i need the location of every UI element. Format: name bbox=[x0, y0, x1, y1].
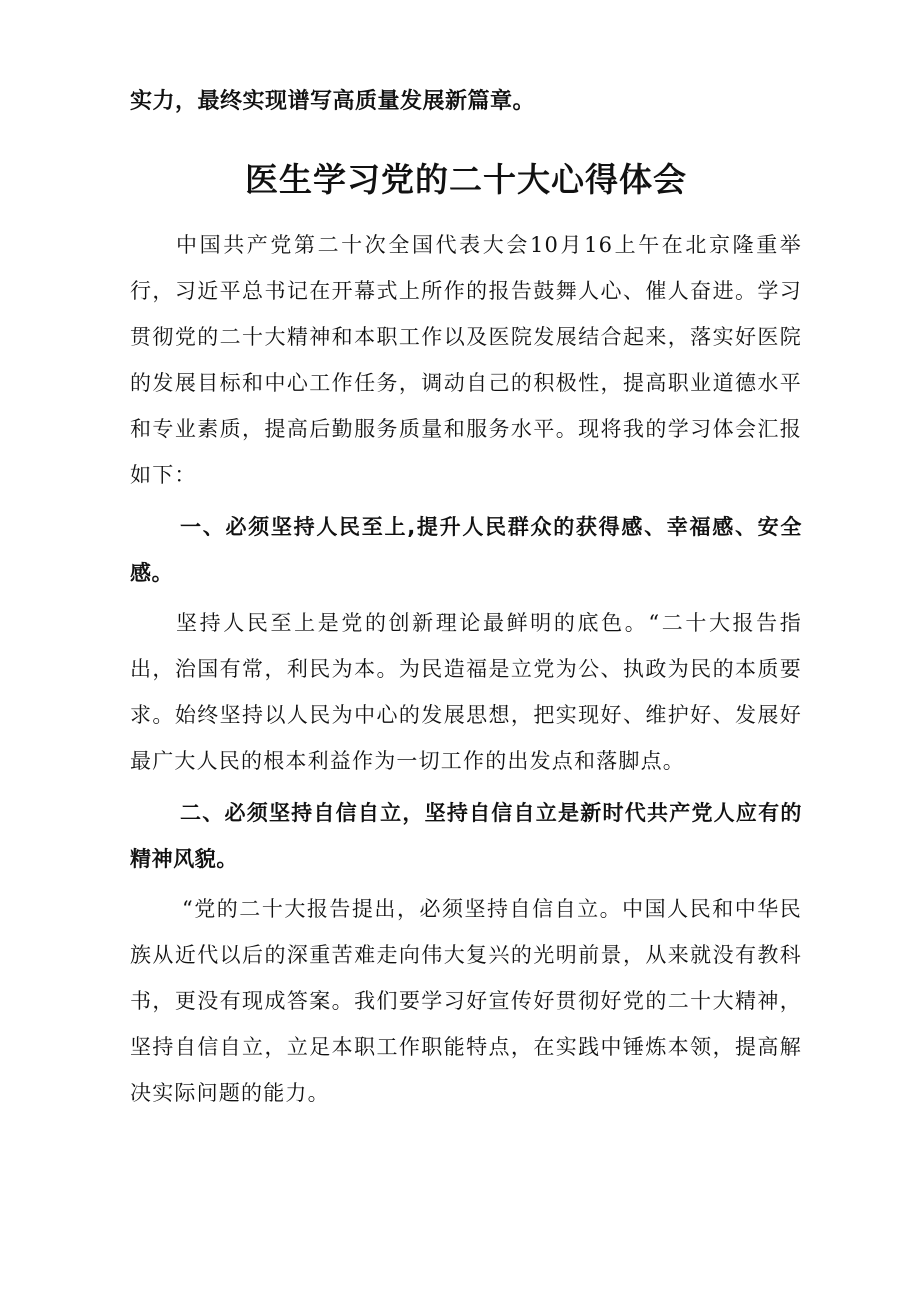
page-title: 医生学习党的二十大心得体会 bbox=[245, 160, 687, 199]
section-1-paragraph: 坚持人民至上是党的创新理论最鲜明的底色。“二十大报告指出，治国有常，利民为本。为民造福是立党为公、执政为民的本质要求。始终坚持以人民为中心的发展思想，把实现好、维护好、发展好最广大人民的根本利益作为一切工作的出发点和落脚点。 bbox=[130, 611, 802, 773]
lead-line: 实力，最终实现谱写高质量发展新篇章。 bbox=[130, 89, 536, 114]
document-body bbox=[130, 78, 802, 1116]
section-2-paragraph: “党的二十大报告提出，必须坚持自信自立。中国人民和中华民族从近代以后的深重苦难走向伟大复兴的光明前景，从来就没有教科书，更没有现成答案。我们要学习好宣传好贯彻好党的二十大精神，坚持自信自立，立足本职工作职能特点，在实践中锤炼本领，提高解决实际问题的能力。 bbox=[130, 897, 802, 1105]
section-heading-1: 一、必须坚持人民至上,提升人民群众的获得感、幸福感、安全感。 bbox=[130, 515, 802, 585]
section-heading-2: 二、必须坚持自信自立，坚持自信自立是新时代共产党人应有的精神风貌。 bbox=[130, 801, 802, 871]
intro-paragraph: 中国共产党第二十次全国代表大会10月16上午在北京隆重举行，习近平总书记在开幕式上所作的报告鼓舞人心、催人奋进。学习贯彻党的二十大精神和本职工作以及医院发展结合起来，落实好医院的发展目标和中心工作任务，调动自己的积极性，提高职业道德水平和专业素质，提高后勤服务质量和服务水平。现将我的学习体会汇报如下： bbox=[130, 233, 802, 487]
